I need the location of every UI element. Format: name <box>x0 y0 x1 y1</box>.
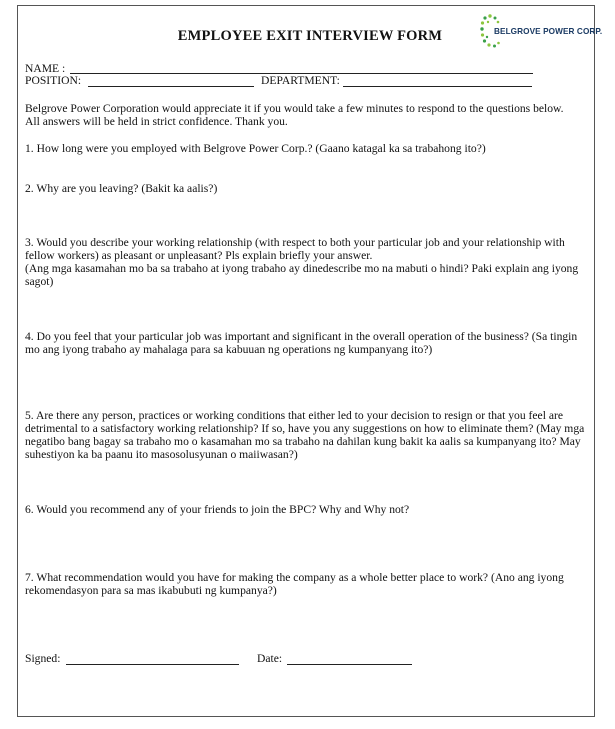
question-1: 1. How long were you employed with Belgrove Power Corp.? (Gaano katagal ka sa trabahong ito?) <box>25 142 486 155</box>
department-label: DEPARTMENT: <box>261 74 340 87</box>
intro-line-2: All answers will be held in strict confidence. Thank you. <box>25 115 288 128</box>
date-field[interactable] <box>287 664 412 665</box>
signed-label: Signed: <box>25 652 61 665</box>
intro-line-1: Belgrove Power Corporation would appreciate it if you would take a few minutes to respond to the questions below. <box>25 102 564 115</box>
department-field[interactable] <box>343 86 532 87</box>
position-label: POSITION: <box>25 74 82 87</box>
position-field[interactable] <box>88 86 254 87</box>
name-label: NAME : <box>25 62 66 75</box>
question-6: 6. Would you recommend any of your friends to join the BPC? Why and Why not? <box>25 503 410 516</box>
question-3: 3. Would you describe your working relationship (with respect to both your particular job and your relationship with fellow workers) as pleasant or unpleasant? Pls explain briefly your answer. <box>25 236 565 262</box>
question-7: 7. What recommendation would you have for making the company as a whole better place to work? (Ano ang iyong rekomendasyon para sa mas ikabubuti ng kumpanya?) <box>25 571 564 597</box>
question-2: 2. Why are you leaving? (Bakit ka aalis?) <box>25 182 218 195</box>
question-4: 4. Do you feel that your particular job was important and significant in the overall operation of the business? (Sa tingin mo ang iyong trabaho ay mahalaga para sa kabuuan ng operations ng kumpanyang ito?) <box>25 330 578 356</box>
question-3-translation: (Ang mga kasamahan mo ba sa trabaho at iyong trabaho ay dinedescribe mo na mabuti o hindi? Paki explain ang iyong sagot) <box>25 262 579 288</box>
date-label: Date: <box>257 652 283 665</box>
form-title: EMPLOYEE EXIT INTERVIEW FORM <box>177 28 443 44</box>
signature-field[interactable] <box>66 664 239 665</box>
company-logo <box>478 13 603 53</box>
question-5: 5. Are there any person, practices or working conditions that either led to your decision to resign or that you feel are detrimental to a satisfactory working relationship? If so, have you any suggestions on how to eliminate them? (May mga negatibo bang bagay sa trabaho mo o kasamahan mo sa trabaho na dahilan kung bakit ka aalis sa kumpanyang ito? May suhestiyon ka ba paanu ito masosolusyunan o maiiwasan?) <box>25 409 585 461</box>
logo-text: BELGROVE POWER CORP. <box>494 27 603 36</box>
